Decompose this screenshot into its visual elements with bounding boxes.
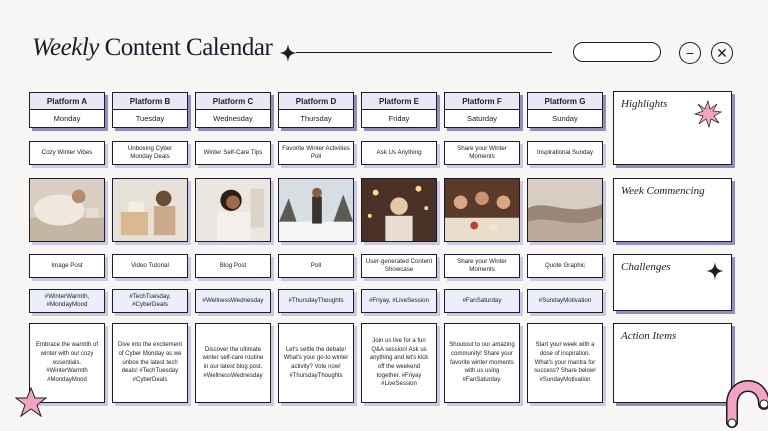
topic-cell[interactable] [112, 141, 188, 165]
platform-header [112, 92, 188, 128]
highlights-title: Highlights [621, 98, 668, 110]
caption-text: Dive into the excitement of Cyber Monday as we unbox the latest tech deals! #TechTuesday #CyberDeals [117, 342, 183, 384]
caption-cell[interactable] [195, 323, 271, 403]
platform-name: Platform C [196, 93, 270, 110]
challenges-title: Challenges [621, 261, 671, 273]
caption-cell[interactable] [527, 323, 603, 403]
hashtag-cell[interactable] [195, 289, 271, 313]
caption-cell[interactable] [444, 323, 520, 403]
topic-text: Winter Self-Care Tips [203, 149, 263, 157]
content-type-text: Image Post [51, 262, 83, 270]
sparkle-icon [706, 262, 724, 280]
platform-day: Tuesday [135, 114, 165, 123]
title-italic: Weekly [32, 34, 99, 61]
content-type-cell[interactable] [112, 254, 188, 278]
caption-cell[interactable] [361, 323, 437, 403]
content-type-text: Share your Winter Moments [457, 258, 507, 273]
week-commencing-panel[interactable] [613, 178, 732, 242]
platform-header [195, 92, 271, 128]
cozy-blanket-photo [29, 178, 105, 242]
unboxing-photo [112, 178, 188, 242]
topic-cell[interactable] [361, 141, 437, 165]
platform-day: Monday [53, 114, 81, 123]
caption-text: Start your week with a dose of inspiration. What's your mantra for success? Share below! #SundayMotivation [534, 342, 596, 384]
platform-name: Platform G [528, 93, 602, 110]
hashtag-cell[interactable] [278, 289, 354, 313]
topic-cell[interactable] [527, 141, 603, 165]
hashtag-text: #Friyay, #LiveSession [368, 297, 430, 305]
holiday-lights-photo [361, 178, 437, 242]
caption-text: Embrace the warmth of winter with our cozy essentials. #WinterWarmth #MondayMood [35, 342, 99, 384]
topic-cell[interactable] [29, 141, 105, 165]
highlights-panel[interactable] [613, 91, 732, 165]
topic-cell[interactable] [278, 141, 354, 165]
content-type-text: Video Tutorial [131, 262, 169, 270]
title-divider [296, 52, 552, 53]
platform-header [444, 92, 520, 128]
platform-name: Platform F [445, 93, 519, 110]
content-type-cell[interactable] [527, 254, 603, 278]
topic-text: Inspirational Sunday [536, 149, 594, 157]
minimize-icon: − [685, 45, 695, 61]
hashtag-cell[interactable] [527, 289, 603, 313]
topic-text: Favorite Winter Activities Poll [282, 145, 350, 160]
caption-text: Let's settle the debate! What's your go-to winter activity? Vote now! #ThursdayThoughts [283, 346, 349, 379]
content-type-text: Quote Graphic [544, 262, 586, 270]
hashtag-text: #TechTuesday, #CyberDeals [129, 293, 171, 308]
caption-cell[interactable] [112, 323, 188, 403]
platform-name: Platform E [362, 93, 436, 110]
content-type-cell[interactable] [278, 254, 354, 278]
minimize-button[interactable] [679, 42, 701, 64]
close-button[interactable] [711, 42, 733, 64]
platform-name: Platform A [30, 93, 104, 110]
title-rest: Content Calendar [98, 34, 273, 61]
caption-cell[interactable] [278, 323, 354, 403]
platform-name: Platform B [113, 93, 187, 110]
hashtag-text: #WellnessWednesday [202, 297, 264, 305]
blanket-texture-photo [527, 178, 603, 242]
caption-text: Discover the ultimate winter self-care routine in our latest blog post. #WellnessWednesday [202, 346, 264, 379]
topic-text: Cozy Winter Vibes [41, 149, 93, 157]
content-type-cell[interactable] [361, 254, 437, 278]
platform-header [527, 92, 603, 128]
content-type-cell[interactable] [195, 254, 271, 278]
hashtag-cell[interactable] [444, 289, 520, 313]
hashtag-cell[interactable] [29, 289, 105, 313]
action-items-title: Action Items [621, 330, 677, 342]
topic-cell[interactable] [195, 141, 271, 165]
self-care-photo [195, 178, 271, 242]
challenges-panel[interactable] [613, 254, 732, 311]
week-commencing-title: Week Commencing [621, 185, 705, 197]
content-type-cell[interactable] [444, 254, 520, 278]
hashtag-cell[interactable] [112, 289, 188, 313]
platform-day: Wednesday [213, 114, 253, 123]
content-type-text: Poll [310, 262, 322, 270]
topic-text: Ask Us Anything [376, 149, 422, 157]
pink-arch-icon [724, 378, 768, 428]
hashtag-text: #WinterWarmth, #MondayMood [44, 293, 90, 308]
search-pill[interactable] [573, 42, 661, 62]
platform-day: Friday [388, 114, 410, 123]
platform-day: Thursday [300, 114, 332, 123]
page-title [32, 34, 272, 62]
platform-day: Saturday [466, 114, 498, 123]
content-type-text: User-generated Content Showcase [365, 258, 433, 273]
topic-text: Unboxing Cyber Monday Deals [127, 145, 173, 160]
platform-header [278, 92, 354, 128]
platform-name: Platform D [279, 93, 353, 110]
hashtag-text: #ThursdayThoughts [288, 297, 344, 305]
content-type-cell[interactable] [29, 254, 105, 278]
sparkle-icon [279, 44, 297, 62]
topic-cell[interactable] [444, 141, 520, 165]
snow-walk-photo [278, 178, 354, 242]
pink-star-icon [14, 386, 48, 418]
platform-header [361, 92, 437, 128]
close-icon: ✕ [716, 45, 728, 61]
content-type-text: Blog Post [219, 262, 247, 270]
dinner-party-photo [444, 178, 520, 242]
hashtag-cell[interactable] [361, 289, 437, 313]
platform-day: Sunday [552, 114, 578, 123]
hashtag-text: #FanSaturday [462, 297, 502, 305]
action-items-panel[interactable] [613, 323, 732, 403]
hashtag-text: #SundayMotivation [538, 297, 592, 305]
starburst-icon [694, 100, 722, 128]
caption-text: Join us live for a fun Q&A session! Ask us anything and let's kick off the weekend together. #Friyay #LiveSession [369, 337, 429, 388]
platform-header [29, 92, 105, 128]
caption-text: Shoutout to our amazing community! Share your favorite winter moments with us using #FanSaturday. [449, 342, 515, 384]
topic-text: Share your Winter Moments [457, 145, 507, 160]
